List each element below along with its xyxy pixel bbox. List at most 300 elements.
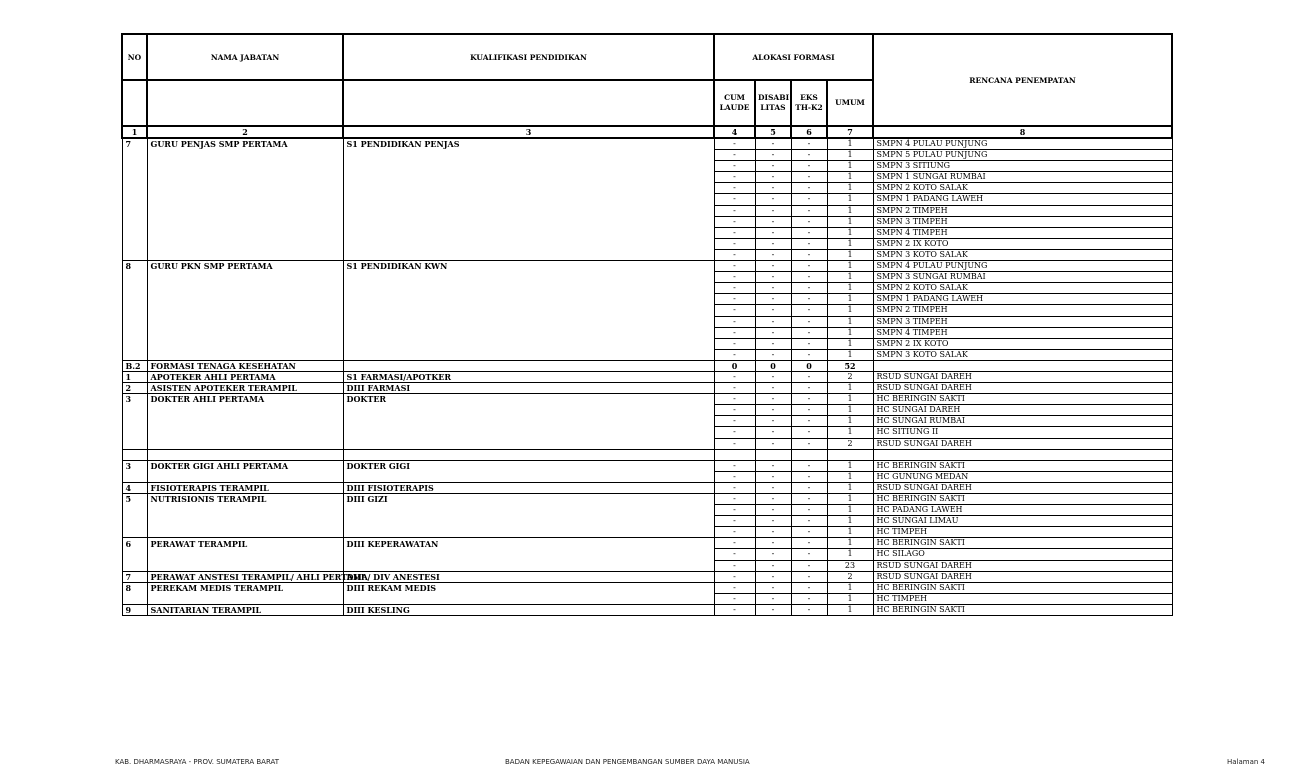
cell-kualifikasi xyxy=(343,471,714,482)
cell-kualifikasi xyxy=(343,238,714,249)
cell-eks-thk2: - xyxy=(791,560,827,571)
cell-eks-thk2: - xyxy=(791,438,827,449)
table-row xyxy=(122,538,1172,549)
cell-eks-thk2: - xyxy=(791,150,827,161)
cell-cum-laude: - xyxy=(714,150,755,161)
cell-disabilitas: - xyxy=(755,338,791,349)
header-no-blank xyxy=(122,80,147,126)
cell-kualifikasi xyxy=(343,516,714,527)
table-row xyxy=(122,349,1172,360)
cell-no: 9 xyxy=(122,604,147,615)
cell-disabilitas: - xyxy=(755,560,791,571)
cell-kualifikasi xyxy=(343,194,714,205)
cell-no: B.2 xyxy=(122,360,147,371)
cell-disabilitas: - xyxy=(755,183,791,194)
table-row xyxy=(122,272,1172,283)
cell-disabilitas: - xyxy=(755,571,791,582)
cell-eks-thk2: - xyxy=(791,527,827,538)
cell-umum: 1 xyxy=(827,394,873,405)
cell-umum: 1 xyxy=(827,161,873,172)
cell-umum: 1 xyxy=(827,494,873,505)
cell-penempatan: RSUD SUNGAI DAREH xyxy=(873,371,1172,382)
cell-kualifikasi: DOKTER GIGI xyxy=(343,460,714,471)
cell-umum: 1 xyxy=(827,416,873,427)
cell-nama-jabatan xyxy=(147,471,343,482)
cell-eks-thk2: - xyxy=(791,460,827,471)
cell-nama-jabatan xyxy=(147,438,343,449)
cell-no xyxy=(122,283,147,294)
cell-umum: 1 xyxy=(827,405,873,416)
table-row xyxy=(122,438,1172,449)
cell-cum-laude: - xyxy=(714,205,755,216)
cell-no xyxy=(122,194,147,205)
cell-umum: 52 xyxy=(827,360,873,371)
cell-eks-thk2: - xyxy=(791,516,827,527)
col-number: 7 xyxy=(827,126,873,138)
cell-disabilitas: - xyxy=(755,405,791,416)
col-number: 1 xyxy=(122,126,147,138)
cell-cum-laude: - xyxy=(714,516,755,527)
cell-eks-thk2: - xyxy=(791,327,827,338)
cell-disabilitas: - xyxy=(755,316,791,327)
cell-umum: 1 xyxy=(827,183,873,194)
cell-no xyxy=(122,205,147,216)
table-row xyxy=(122,294,1172,305)
cell-disabilitas: - xyxy=(755,283,791,294)
cell-disabilitas xyxy=(755,449,791,460)
cell-nama-jabatan xyxy=(147,205,343,216)
cell-no: 1 xyxy=(122,371,147,382)
cell-nama-jabatan xyxy=(147,516,343,527)
cell-eks-thk2: - xyxy=(791,216,827,227)
table-row xyxy=(122,560,1172,571)
cell-umum xyxy=(827,449,873,460)
cell-cum-laude: - xyxy=(714,338,755,349)
cell-umum: 1 xyxy=(827,460,873,471)
cell-disabilitas: - xyxy=(755,294,791,305)
cell-no xyxy=(122,294,147,305)
cell-cum-laude: - xyxy=(714,194,755,205)
cell-kualifikasi xyxy=(343,249,714,260)
cell-umum: 2 xyxy=(827,438,873,449)
cell-penempatan: HC SITIUNG II xyxy=(873,427,1172,438)
cell-penempatan xyxy=(873,449,1172,460)
cell-nama-jabatan: FORMASI TENAGA KESEHATAN xyxy=(147,360,343,371)
cell-nama-jabatan xyxy=(147,194,343,205)
cell-nama-jabatan xyxy=(147,305,343,316)
cell-no xyxy=(122,516,147,527)
header-kual-blank xyxy=(343,80,714,126)
cell-cum-laude: - xyxy=(714,482,755,493)
cell-no xyxy=(122,227,147,238)
table-row xyxy=(122,305,1172,316)
cell-penempatan: HC SUNGAI DAREH xyxy=(873,405,1172,416)
cell-cum-laude: - xyxy=(714,405,755,416)
cell-disabilitas: - xyxy=(755,438,791,449)
cell-cum-laude: - xyxy=(714,283,755,294)
col-number: 4 xyxy=(714,126,755,138)
cell-no xyxy=(122,150,147,161)
cell-cum-laude: - xyxy=(714,527,755,538)
cell-penempatan: RSUD SUNGAI DAREH xyxy=(873,438,1172,449)
cell-kualifikasi xyxy=(343,438,714,449)
table-row xyxy=(122,494,1172,505)
header-rencana-penempatan: RENCANA PENEMPATAN xyxy=(873,34,1172,126)
cell-eks-thk2: - xyxy=(791,183,827,194)
cell-nama-jabatan xyxy=(147,150,343,161)
cell-umum: 1 xyxy=(827,527,873,538)
cell-disabilitas: - xyxy=(755,394,791,405)
table-row xyxy=(122,471,1172,482)
table-row xyxy=(122,261,1172,272)
cell-nama-jabatan xyxy=(147,338,343,349)
cell-penempatan: SMPN 3 KOTO SALAK xyxy=(873,349,1172,360)
cell-umum: 2 xyxy=(827,571,873,582)
cell-cum-laude: - xyxy=(714,560,755,571)
cell-disabilitas: - xyxy=(755,371,791,382)
cell-penempatan: HC SUNGAI LIMAU xyxy=(873,516,1172,527)
table-row xyxy=(122,405,1172,416)
header-disabilitas: DISABI LITAS xyxy=(755,80,791,126)
cell-umum: 1 xyxy=(827,227,873,238)
cell-cum-laude: - xyxy=(714,227,755,238)
table-row xyxy=(122,338,1172,349)
cell-umum: 1 xyxy=(827,283,873,294)
cell-eks-thk2: - xyxy=(791,205,827,216)
cell-nama-jabatan xyxy=(147,216,343,227)
cell-cum-laude: - xyxy=(714,249,755,260)
cell-disabilitas: - xyxy=(755,272,791,283)
cell-no xyxy=(122,183,147,194)
cell-kualifikasi xyxy=(343,416,714,427)
cell-disabilitas: - xyxy=(755,150,791,161)
cell-nama-jabatan: NUTRISIONIS TERAMPIL xyxy=(147,494,343,505)
cell-cum-laude: - xyxy=(714,427,755,438)
cell-disabilitas: - xyxy=(755,327,791,338)
cell-kualifikasi: S1 PENDIDIKAN PENJAS xyxy=(343,138,714,150)
cell-no: 5 xyxy=(122,494,147,505)
cell-disabilitas: - xyxy=(755,349,791,360)
table-row xyxy=(122,571,1172,582)
cell-eks-thk2: - xyxy=(791,283,827,294)
cell-cum-laude: - xyxy=(714,394,755,405)
cell-kualifikasi xyxy=(343,205,714,216)
cell-kualifikasi: S1 PENDIDIKAN KWN xyxy=(343,261,714,272)
cell-penempatan: SMPN 1 SUNGAI RUMBAI xyxy=(873,172,1172,183)
cell-disabilitas: - xyxy=(755,482,791,493)
cell-no xyxy=(122,216,147,227)
cell-kualifikasi: DIII KEPERAWATAN xyxy=(343,538,714,549)
cell-kualifikasi xyxy=(343,283,714,294)
cell-umum: 1 xyxy=(827,194,873,205)
section-row xyxy=(122,360,1172,371)
cell-no xyxy=(122,349,147,360)
cell-nama-jabatan: DOKTER AHLI PERTAMA xyxy=(147,394,343,405)
cell-penempatan: HC BERINGIN SAKTI xyxy=(873,394,1172,405)
table-row xyxy=(122,516,1172,527)
cell-umum: 23 xyxy=(827,560,873,571)
cell-no: 4 xyxy=(122,482,147,493)
cell-disabilitas: - xyxy=(755,471,791,482)
cell-no xyxy=(122,549,147,560)
cell-cum-laude: - xyxy=(714,538,755,549)
cell-disabilitas: - xyxy=(755,383,791,394)
cell-eks-thk2: - xyxy=(791,549,827,560)
cell-cum-laude: - xyxy=(714,416,755,427)
cell-eks-thk2: - xyxy=(791,172,827,183)
cell-penempatan: HC BERINGIN SAKTI xyxy=(873,582,1172,593)
header-eks-thk2: EKS TH-K2 xyxy=(791,80,827,126)
cell-penempatan: SMPN 2 IX KOTO xyxy=(873,238,1172,249)
cell-nama-jabatan xyxy=(147,449,343,460)
cell-no xyxy=(122,327,147,338)
cell-umum: 1 xyxy=(827,172,873,183)
cell-umum: 1 xyxy=(827,138,873,150)
cell-no xyxy=(122,527,147,538)
cell-no: 2 xyxy=(122,383,147,394)
cell-penempatan: HC BERINGIN SAKTI xyxy=(873,494,1172,505)
cell-umum: 2 xyxy=(827,371,873,382)
cell-cum-laude: - xyxy=(714,494,755,505)
cell-no xyxy=(122,338,147,349)
cell-nama-jabatan xyxy=(147,505,343,516)
cell-nama-jabatan xyxy=(147,349,343,360)
cell-disabilitas: - xyxy=(755,460,791,471)
cell-nama-jabatan xyxy=(147,549,343,560)
cell-no xyxy=(122,249,147,260)
cell-eks-thk2: - xyxy=(791,505,827,516)
cell-eks-thk2: - xyxy=(791,161,827,172)
cell-kualifikasi xyxy=(343,449,714,460)
cell-disabilitas: - xyxy=(755,216,791,227)
cell-penempatan: HC TIMPEH xyxy=(873,527,1172,538)
header-nama-jabatan: NAMA JABATAN xyxy=(147,34,343,80)
table-row xyxy=(122,249,1172,260)
cell-nama-jabatan: FISIOTERAPIS TERAMPIL xyxy=(147,482,343,493)
table-row xyxy=(122,161,1172,172)
cell-no xyxy=(122,405,147,416)
header-no: NO xyxy=(122,34,147,80)
cell-cum-laude: - xyxy=(714,471,755,482)
table-row xyxy=(122,283,1172,294)
cell-cum-laude: - xyxy=(714,183,755,194)
cell-cum-laude: - xyxy=(714,571,755,582)
cell-penempatan: HC PADANG LAWEH xyxy=(873,505,1172,516)
table-row xyxy=(122,383,1172,394)
cell-nama-jabatan xyxy=(147,183,343,194)
cell-penempatan: SMPN 4 PULAU PUNJUNG xyxy=(873,138,1172,150)
cell-disabilitas: - xyxy=(755,227,791,238)
footer-region: KAB. DHARMASRAYA - PROV. SUMATERA BARAT xyxy=(115,758,280,766)
cell-kualifikasi: DIII GIZI xyxy=(343,494,714,505)
cell-no xyxy=(122,438,147,449)
cell-cum-laude: - xyxy=(714,582,755,593)
footer-page-number: Halaman 4 xyxy=(1226,758,1265,766)
col-number: 6 xyxy=(791,126,827,138)
cell-no: 7 xyxy=(122,571,147,582)
cell-penempatan: SMPN 1 PADANG LAWEH xyxy=(873,294,1172,305)
cell-eks-thk2: - xyxy=(791,371,827,382)
cell-eks-thk2: - xyxy=(791,338,827,349)
cell-kualifikasi: S1 FARMASI/APOTKER xyxy=(343,371,714,382)
cell-kualifikasi xyxy=(343,227,714,238)
table-row xyxy=(122,138,1172,150)
cell-kualifikasi: DIII KESLING xyxy=(343,604,714,615)
cell-eks-thk2: - xyxy=(791,194,827,205)
cell-nama-jabatan xyxy=(147,405,343,416)
cell-no: 7 xyxy=(122,138,147,150)
cell-penempatan: SMPN 4 PULAU PUNJUNG xyxy=(873,261,1172,272)
cell-umum: 1 xyxy=(827,338,873,349)
cell-kualifikasi xyxy=(343,338,714,349)
cell-umum: 1 xyxy=(827,482,873,493)
cell-kualifikasi xyxy=(343,527,714,538)
cell-nama-jabatan: DOKTER GIGI AHLI PERTAMA xyxy=(147,460,343,471)
cell-nama-jabatan xyxy=(147,161,343,172)
table-row xyxy=(122,194,1172,205)
cell-penempatan: SMPN 4 TIMPEH xyxy=(873,327,1172,338)
cell-umum: 1 xyxy=(827,516,873,527)
cell-umum: 1 xyxy=(827,205,873,216)
cell-disabilitas: - xyxy=(755,494,791,505)
cell-penempatan: RSUD SUNGAI DAREH xyxy=(873,383,1172,394)
table-body xyxy=(122,138,1172,616)
cell-cum-laude: - xyxy=(714,549,755,560)
cell-penempatan: HC SUNGAI RUMBAI xyxy=(873,416,1172,427)
cell-penempatan: RSUD SUNGAI DAREH xyxy=(873,482,1172,493)
cell-umum: 1 xyxy=(827,150,873,161)
table-row xyxy=(122,582,1172,593)
cell-eks-thk2: - xyxy=(791,261,827,272)
cell-penempatan: SMPN 3 TIMPEH xyxy=(873,216,1172,227)
cell-cum-laude: - xyxy=(714,238,755,249)
cell-cum-laude: - xyxy=(714,593,755,604)
cell-no xyxy=(122,416,147,427)
cell-eks-thk2: - xyxy=(791,471,827,482)
cell-eks-thk2: - xyxy=(791,249,827,260)
table-row xyxy=(122,604,1172,615)
header-umum: UMUM xyxy=(827,80,873,126)
cell-nama-jabatan: PEREKAM MEDIS TERAMPIL xyxy=(147,582,343,593)
cell-umum: 1 xyxy=(827,249,873,260)
cell-nama-jabatan: GURU PKN SMP PERTAMA xyxy=(147,261,343,272)
cell-penempatan: SMPN 2 IX KOTO xyxy=(873,338,1172,349)
cell-nama-jabatan xyxy=(147,593,343,604)
cell-cum-laude: - xyxy=(714,216,755,227)
cell-eks-thk2: - xyxy=(791,405,827,416)
cell-cum-laude: - xyxy=(714,172,755,183)
cell-umum: 1 xyxy=(827,505,873,516)
cell-cum-laude: - xyxy=(714,161,755,172)
cell-disabilitas: - xyxy=(755,593,791,604)
cell-umum: 1 xyxy=(827,538,873,549)
cell-nama-jabatan xyxy=(147,316,343,327)
cell-penempatan: HC TIMPEH xyxy=(873,593,1172,604)
table-row xyxy=(122,327,1172,338)
cell-disabilitas: - xyxy=(755,194,791,205)
cell-penempatan: SMPN 3 SUNGAI RUMBAI xyxy=(873,272,1172,283)
cell-kualifikasi xyxy=(343,183,714,194)
cell-penempatan: SMPN 2 KOTO SALAK xyxy=(873,283,1172,294)
table-row xyxy=(122,549,1172,560)
table-row xyxy=(122,482,1172,493)
table-row xyxy=(122,316,1172,327)
cell-no xyxy=(122,305,147,316)
cell-penempatan: SMPN 2 TIMPEH xyxy=(873,205,1172,216)
cell-nama-jabatan: SANITARIAN TERAMPIL xyxy=(147,604,343,615)
cell-cum-laude: - xyxy=(714,604,755,615)
cell-umum: 1 xyxy=(827,471,873,482)
cell-disabilitas: - xyxy=(755,161,791,172)
cell-nama-jabatan xyxy=(147,327,343,338)
cell-umum: 1 xyxy=(827,238,873,249)
table-row xyxy=(122,371,1172,382)
cell-no xyxy=(122,593,147,604)
cell-cum-laude: - xyxy=(714,505,755,516)
cell-cum-laude: - xyxy=(714,371,755,382)
table-row xyxy=(122,150,1172,161)
cell-umum: 1 xyxy=(827,316,873,327)
cell-kualifikasi xyxy=(343,560,714,571)
cell-umum: 1 xyxy=(827,427,873,438)
cell-kualifikasi xyxy=(343,305,714,316)
table-row xyxy=(122,449,1172,460)
cell-nama-jabatan xyxy=(147,238,343,249)
cell-no xyxy=(122,238,147,249)
cell-nama-jabatan: PERAWAT ANSTESI TERAMPIL/ AHLI PERTAMA xyxy=(147,571,343,582)
cell-penempatan: SMPN 2 TIMPEH xyxy=(873,305,1172,316)
cell-penempatan: HC BERINGIN SAKTI xyxy=(873,538,1172,549)
header-alokasi-formasi: ALOKASI FORMASI xyxy=(714,34,873,80)
cell-penempatan: SMPN 4 TIMPEH xyxy=(873,227,1172,238)
cell-cum-laude: - xyxy=(714,383,755,394)
cell-no xyxy=(122,505,147,516)
footer-agency: BADAN KEPEGAWAIAN DAN PENGEMBANGAN SUMBER DAYA MANUSIA xyxy=(505,758,750,766)
cell-umum: 1 xyxy=(827,549,873,560)
cell-eks-thk2: - xyxy=(791,571,827,582)
cell-eks-thk2: - xyxy=(791,138,827,150)
cell-kualifikasi xyxy=(343,272,714,283)
col-number: 2 xyxy=(147,126,343,138)
cell-cum-laude: - xyxy=(714,349,755,360)
cell-penempatan: SMPN 3 TIMPEH xyxy=(873,316,1172,327)
cell-umum: 1 xyxy=(827,305,873,316)
cell-penempatan: SMPN 5 PULAU PUNJUNG xyxy=(873,150,1172,161)
cell-cum-laude: - xyxy=(714,438,755,449)
cell-kualifikasi: DIII REKAM MEDIS xyxy=(343,582,714,593)
cell-penempatan: HC SILAGO xyxy=(873,549,1172,560)
col-number: 3 xyxy=(343,126,714,138)
cell-disabilitas: - xyxy=(755,205,791,216)
cell-penempatan: SMPN 2 KOTO SALAK xyxy=(873,183,1172,194)
table-row xyxy=(122,205,1172,216)
cell-no xyxy=(122,316,147,327)
cell-kualifikasi xyxy=(343,294,714,305)
header-cum-laude: CUM LAUDE xyxy=(714,80,755,126)
cell-umum: 1 xyxy=(827,272,873,283)
cell-cum-laude: 0 xyxy=(714,360,755,371)
cell-umum: 1 xyxy=(827,593,873,604)
cell-disabilitas: - xyxy=(755,416,791,427)
table-row xyxy=(122,172,1172,183)
cell-kualifikasi xyxy=(343,505,714,516)
cell-nama-jabatan xyxy=(147,527,343,538)
cell-kualifikasi xyxy=(343,405,714,416)
cell-nama-jabatan: GURU PENJAS SMP PERTAMA xyxy=(147,138,343,150)
cell-eks-thk2: - xyxy=(791,538,827,549)
cell-umum: 1 xyxy=(827,383,873,394)
cell-cum-laude: - xyxy=(714,138,755,150)
